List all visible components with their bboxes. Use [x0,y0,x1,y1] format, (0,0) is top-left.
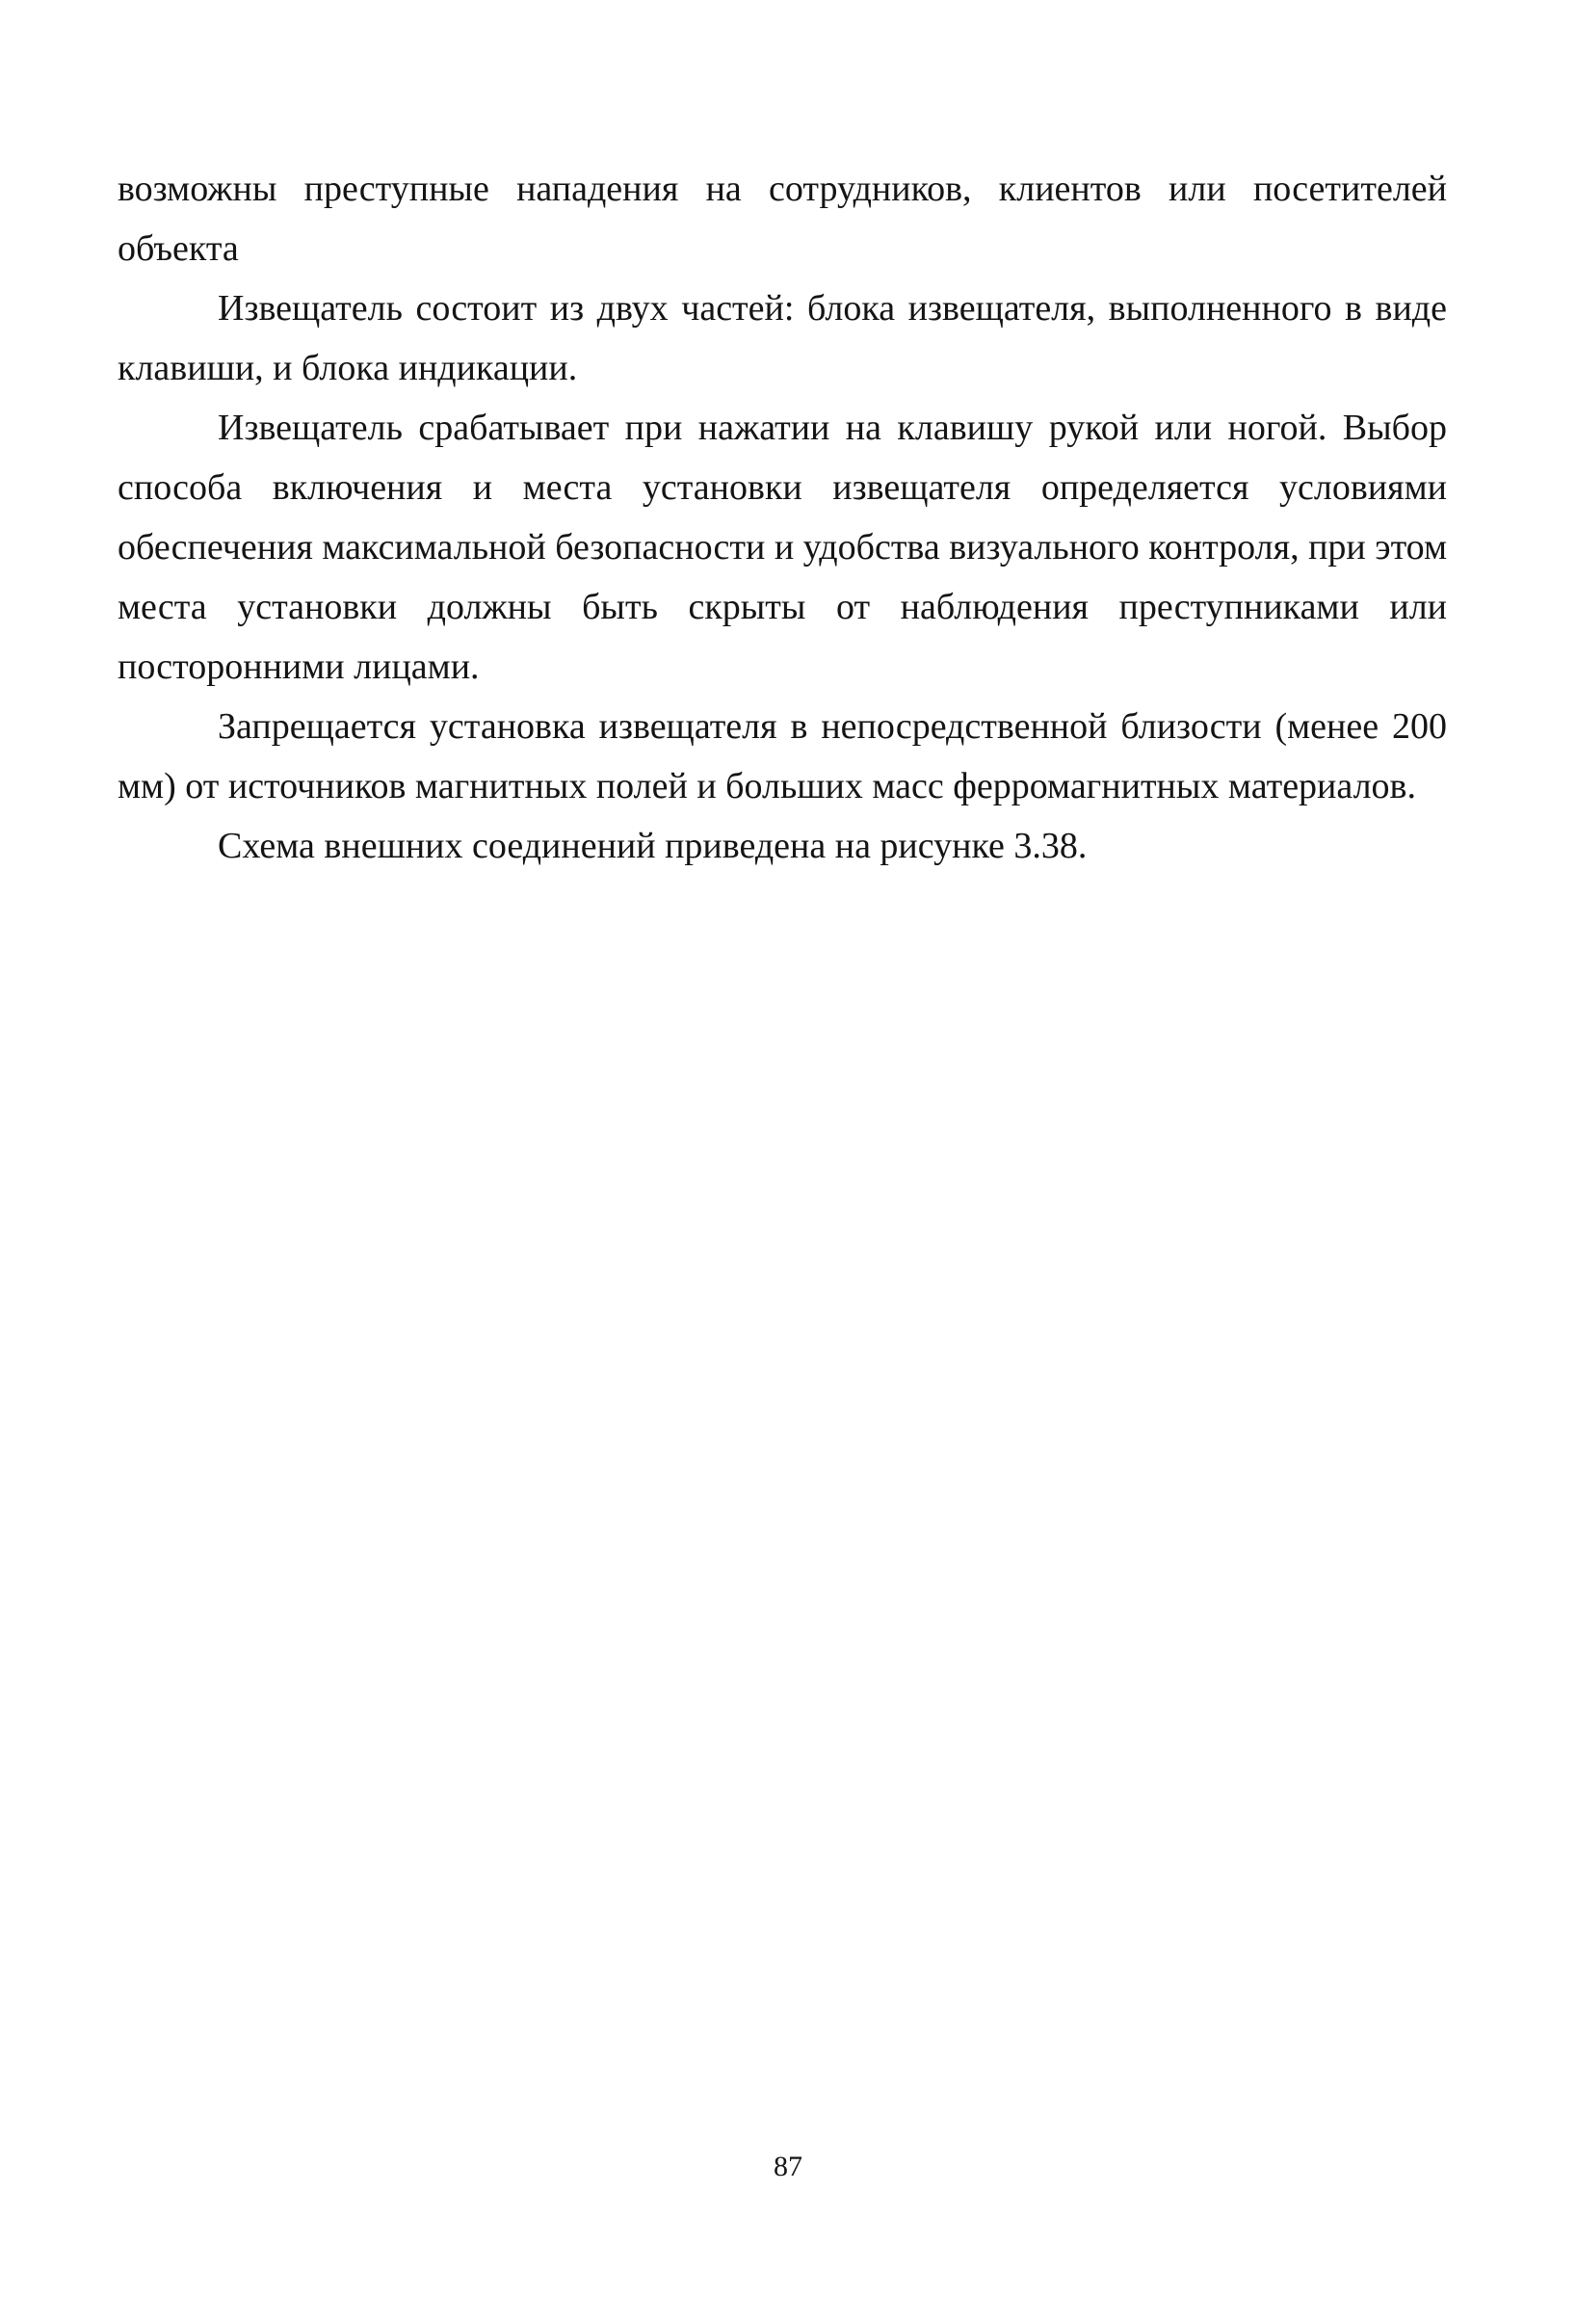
paragraph-connection-diagram: Схема внешних соединений приведена на рисунке 3.38. [218,826,1088,866]
body-text [118,159,1447,876]
paragraph-activation: Извещатель срабатывает при нажатии на клавишу рукой или ногой. Выбор способа включения и места установки извещателя определяется условиями обеспечения максимальной безопасности и удобства визуального контроля, при этом места установки должны быть скрыты от наблюдения преступниками или посторонними лицами. [118,408,1447,687]
paragraph-installation-restriction: Запрещается установка извещателя в непосредственной близости (менее 200 мм) от источников магнитных полей и больших масс ферромагнитных материалов. [118,706,1447,806]
page-number: 87 [774,2151,802,2182]
paragraph-continuation: возможны преступные нападения на сотрудников, клиентов или посетителей объекта [118,169,1447,269]
paragraph-detector-parts: Извещатель состоит из двух частей: блока извещателя, выполненного в виде клавиши, и блока индикации. [118,288,1447,388]
